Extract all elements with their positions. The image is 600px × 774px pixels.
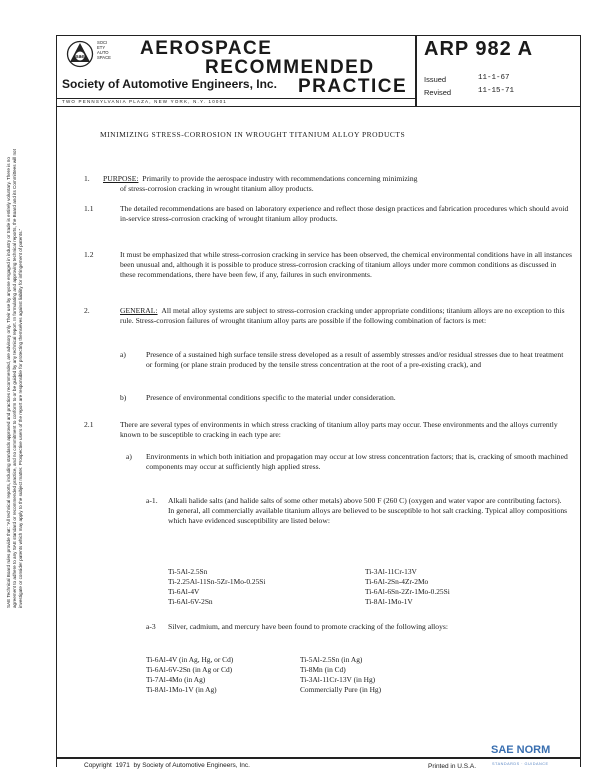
sae-logo-icon bbox=[66, 40, 94, 68]
s2-1-num: 2.1 bbox=[84, 420, 94, 429]
s1-2-text: It must be emphasized that while stress-corrosion cracking in service has been observed, the chemical environmental conditions have in all instances been unusual and, although it is possible to produce stress-corrosion cracking of titanium alloys under more common conditions as discussed in these recommendations, there have been few, if any, failures in such environments. bbox=[120, 250, 572, 279]
s1-2-num: 1.2 bbox=[84, 250, 94, 259]
s2-a-label: a) bbox=[120, 350, 126, 359]
issued-label: Issued bbox=[424, 75, 447, 84]
alloy-list1-left-0: Ti-5Al-2.5Sn bbox=[168, 567, 208, 576]
alloy-list1-right-3: Ti-8Al-1Mo-1V bbox=[365, 597, 413, 606]
copyright-year: 1971 bbox=[115, 762, 130, 769]
a3-text: Silver, cadmium, and mercury have been found to promote cracking of the following alloys: bbox=[168, 622, 448, 631]
s1-heading: PURPOSE: bbox=[103, 174, 139, 183]
s2-b-text: Presence of environmental conditions specific to the material under consideration. bbox=[146, 393, 396, 402]
copyright-holder: by Society of Automotive Engineers, Inc. bbox=[133, 762, 250, 769]
s2-text: All metal alloy systems are subject to stress-corrosion cracking under appropriate conditions; titanium alloys are no exception to this rule. Stress-corrosion failures of wrought titanium alloy parts are possible if the following combination of factors is met: bbox=[120, 306, 565, 325]
title-aerospace: AEROSPACE bbox=[140, 38, 273, 59]
s2-1-a-label: a) bbox=[126, 452, 132, 461]
alloy-list2-left-2: Ti-7Al-4Mo (in Ag) bbox=[146, 675, 206, 684]
alloy-list1-left-1: Ti-2.25Al-11Sn-5Zr-1Mo-0.25Si bbox=[168, 577, 266, 586]
s1-line2: of stress-corrosion cracking in wrought titanium alloy products. bbox=[120, 184, 314, 193]
doc-title: MINIMIZING STRESS-CORROSION IN WROUGHT TITANIUM ALLOY PRODUCTS bbox=[100, 130, 406, 139]
s2-num: 2. bbox=[84, 306, 90, 315]
s1-line1 bbox=[103, 174, 573, 184]
alloy-list1-right-0: Ti-3Al-11Cr-13V bbox=[365, 567, 417, 576]
footer-rule bbox=[56, 757, 581, 759]
a1-text: Alkali halide salts (and halide salts of some other metals) above 500 F (260 C) (oxygen and water vapor are contributing factors). In general, all commercially available titanium alloys are believed to be susceptible to hot salt cracking. Typical alloy compositions which have evidenced susceptibility are listed below: bbox=[168, 496, 568, 525]
alloy-list2-right-0: Ti-5Al-2.5Sn (in Ag) bbox=[300, 655, 363, 664]
watermark-sub: STANDARDS · GUIDANCE bbox=[492, 762, 549, 766]
title-recommended: RECOMMENDED bbox=[205, 57, 375, 78]
copyright-label: Copyright bbox=[84, 762, 112, 769]
revised-date: 11-15-71 bbox=[478, 87, 515, 95]
logo-caption: SOCI ETY AUTO SPACE bbox=[97, 40, 111, 60]
a1-label: a-1. bbox=[146, 496, 158, 505]
alloy-list2-left-1: Ti-6Al-6V-2Sn (in Ag or Cd) bbox=[146, 665, 233, 674]
s1-num: 1. bbox=[84, 174, 90, 183]
side-note-container bbox=[6, 148, 36, 608]
s2-1-a-text: Environments in which both initiation and propagation may occur at low stress concentration factors; that is, cracking of smooth machined components may occur at sufficiently high applied stress. bbox=[146, 452, 568, 471]
alloy-list2-right-3: Commercially Pure (in Hg) bbox=[300, 685, 382, 694]
alloy-list2-right-1: Ti-8Mn (in Cd) bbox=[300, 665, 346, 674]
s2-para bbox=[120, 306, 572, 326]
side-note: SAE Technical Board rules provide that: "All technical reports, including standards approved and practices recommended, are advisory only. Their use by anyone engaged in industry or trade is entirely voluntary. There is no agreement to adhere to any SAE standard or recommended practice, and no commitment to conform to or be guided by any technical report. In formulating and approving technical reports, the Board and its Committees will not investigate or consider patents which may apply to the subject matter. Prospective users of the report are responsible for protecting themselves against liability for infringement of patents." bbox=[6, 149, 23, 608]
s1-1-text: The detailed recommendations are based on laboratory experience and reflect those design practices and fabrication procedures which should avoid in-service stress-corrosion cracking of wrought titanium alloy products. bbox=[120, 204, 569, 223]
s2-a-text: Presence of a sustained high surface tensile stress developed as a result of assembly stresses and/or residual stresses due to heat treatment or forming (or plane strain produced by the tensile stress concentration at the root of a pre-existing crack), and bbox=[146, 350, 564, 369]
svg-text:sae: sae bbox=[75, 54, 85, 60]
alloy-list1-right-2: Ti-6Al-6Sn-2Zr-1Mo-0.25Si bbox=[365, 587, 450, 596]
society-name: Society of Automotive Engineers, Inc. bbox=[62, 77, 277, 91]
s1-1-num: 1.1 bbox=[84, 204, 94, 213]
alloy-list2-left-0: Ti-6Al-4V (in Ag, Hg, or Cd) bbox=[146, 655, 234, 664]
alloy-list2-left-3: Ti-8Al-1Mo-1V (in Ag) bbox=[146, 685, 217, 694]
footer-copyright bbox=[84, 762, 250, 769]
alloy-list1-left-2: Ti-6Al-4V bbox=[168, 587, 200, 596]
s2-b-label: b) bbox=[120, 393, 127, 402]
footer-printed: Printed in U.S.A. bbox=[428, 763, 477, 770]
watermark-brand: SAE NORM bbox=[491, 744, 551, 756]
header-divider bbox=[415, 35, 417, 107]
alloy-list1-left-3: Ti-6Al-6V-2Sn bbox=[168, 597, 213, 606]
doc-number: ARP 982 A bbox=[424, 38, 534, 60]
revised-label: Revised bbox=[424, 88, 452, 97]
title-practice: PRACTICE bbox=[298, 76, 408, 97]
alloy-list2-right-2: Ti-3Al-11Cr-13V (in Hg) bbox=[300, 675, 376, 684]
a3-label: a-3 bbox=[146, 622, 156, 631]
issued-date: 11-1-67 bbox=[478, 74, 510, 82]
s2-1-text: There are several types of environments in which stress cracking of titanium alloy parts may occur. These environments and the alloys currently known to be susceptible to cracking in each type are: bbox=[120, 420, 558, 439]
alloy-list1-right-1: Ti-6Al-2Sn-4Zr-2Mo bbox=[365, 577, 429, 586]
society-address: TWO PENNSYLVANIA PLAZA, NEW YORK, N.Y. 10001 bbox=[62, 99, 228, 104]
s2-heading: GENERAL: bbox=[120, 306, 158, 315]
s1-text: Primarily to provide the aerospace industry with recommendations concerning minimizing bbox=[142, 174, 418, 183]
